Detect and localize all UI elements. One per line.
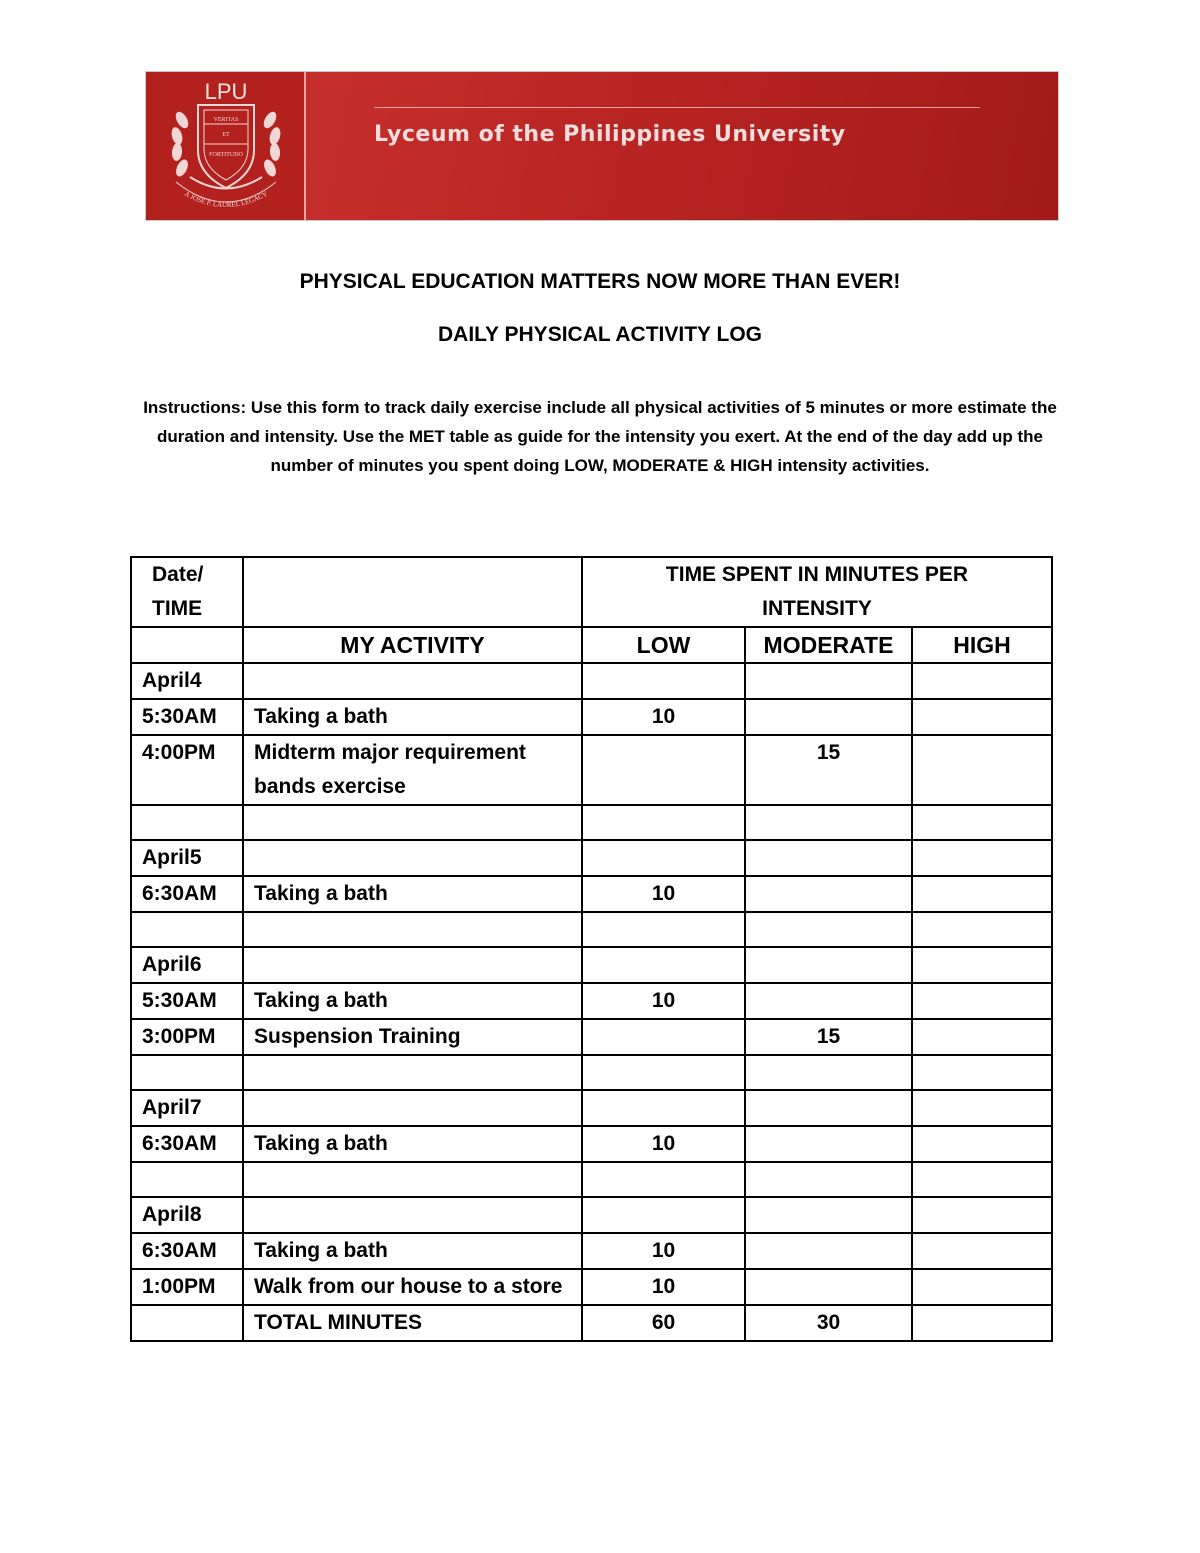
row-date: 1:00PM: [131, 1269, 243, 1305]
row-high: [912, 983, 1052, 1019]
row-date: 4:00PM: [131, 735, 243, 805]
row-moderate: [745, 1055, 912, 1090]
table-row: [131, 805, 1052, 840]
row-high: [912, 1162, 1052, 1197]
total-high: [912, 1305, 1052, 1341]
row-date: 6:30AM: [131, 876, 243, 912]
table-row: [131, 912, 1052, 947]
row-activity: [243, 1162, 582, 1197]
banner-divider: [374, 107, 980, 108]
row-low: 10: [582, 876, 745, 912]
row-high: [912, 1269, 1052, 1305]
row-low: [582, 663, 745, 699]
row-low: [582, 840, 745, 876]
row-moderate: [745, 1269, 912, 1305]
row-low: [582, 1162, 745, 1197]
row-activity: [243, 840, 582, 876]
row-high: [912, 1055, 1052, 1090]
row-low: [582, 1090, 745, 1126]
row-date: [131, 912, 243, 947]
row-date: [131, 1055, 243, 1090]
lpu-logo: [146, 72, 306, 220]
table-row: [131, 1269, 1052, 1305]
row-moderate: [745, 805, 912, 840]
row-activity: [243, 1055, 582, 1090]
header-moderate: MODERATE: [745, 627, 912, 663]
row-moderate: [745, 1126, 912, 1162]
row-low: [582, 912, 745, 947]
row-activity: Taking a bath: [243, 876, 582, 912]
logo-motto-2: ET: [222, 132, 230, 138]
row-high: [912, 1197, 1052, 1233]
row-high: [912, 663, 1052, 699]
table-row: [131, 1126, 1052, 1162]
row-moderate: [745, 699, 912, 735]
row-high: [912, 805, 1052, 840]
header-activity: MY ACTIVITY: [243, 627, 582, 663]
row-date: April4: [131, 663, 243, 699]
table-row: [131, 947, 1052, 983]
row-high: [912, 912, 1052, 947]
row-high: [912, 947, 1052, 983]
table-row: [131, 983, 1052, 1019]
row-activity: [243, 1090, 582, 1126]
row-low: 10: [582, 1233, 745, 1269]
header-high: HIGH: [912, 627, 1052, 663]
table-row: [131, 840, 1052, 876]
main-heading: PHYSICAL EDUCATION MATTERS NOW MORE THAN EVER!: [299, 270, 901, 293]
logo-text: LPU: [204, 79, 248, 104]
row-high: [912, 1126, 1052, 1162]
sub-heading: DAILY PHYSICAL ACTIVITY LOG: [437, 323, 762, 346]
row-high: [912, 735, 1052, 805]
row-low: [582, 1019, 745, 1055]
row-activity: Midterm major requirement bands exercise: [243, 735, 582, 805]
row-moderate: [745, 912, 912, 947]
row-date: April6: [131, 947, 243, 983]
row-low: 10: [582, 699, 745, 735]
log-body: [131, 663, 1052, 1305]
row-moderate: [745, 840, 912, 876]
logo-motto-3: FORTITUDO: [209, 152, 243, 158]
total-low: 60: [582, 1305, 745, 1341]
row-low: 10: [582, 983, 745, 1019]
table-row: [131, 1233, 1052, 1269]
table-row: [131, 1090, 1052, 1126]
row-activity: [243, 1197, 582, 1233]
table-row: [131, 876, 1052, 912]
row-activity: Taking a bath: [243, 699, 582, 735]
header-low: LOW: [582, 627, 745, 663]
table-row: [131, 1197, 1052, 1233]
header-date-time: [131, 557, 243, 627]
header-time-spent: TIME SPENT IN MINUTES PER INTENSITY: [582, 557, 1052, 627]
row-moderate: [745, 1197, 912, 1233]
row-date: [131, 805, 243, 840]
row-high: [912, 840, 1052, 876]
row-low: [582, 1055, 745, 1090]
row-moderate: [745, 1233, 912, 1269]
row-activity: Suspension Training: [243, 1019, 582, 1055]
table-row: [131, 663, 1052, 699]
total-row: [131, 1305, 1052, 1341]
logo-ribbon: A JOSE P. LAUREL LEGACY: [183, 189, 269, 210]
row-high: [912, 1090, 1052, 1126]
university-banner: [145, 71, 1059, 221]
table-row: [131, 699, 1052, 735]
table-row: [131, 735, 1052, 805]
row-moderate: [745, 983, 912, 1019]
row-moderate: [745, 876, 912, 912]
row-date: 3:00PM: [131, 1019, 243, 1055]
header-time-label: TIME: [152, 597, 203, 620]
row-activity: Taking a bath: [243, 1126, 582, 1162]
row-activity: [243, 947, 582, 983]
row-moderate: [745, 1090, 912, 1126]
row-activity: [243, 805, 582, 840]
row-moderate: [745, 663, 912, 699]
row-date: [131, 1162, 243, 1197]
row-high: [912, 699, 1052, 735]
row-low: [582, 947, 745, 983]
row-date: April8: [131, 1197, 243, 1233]
row-low: [582, 735, 745, 805]
total-date: [131, 1305, 243, 1341]
total-moderate: 30: [745, 1305, 912, 1341]
header-date-label: Date/: [152, 563, 204, 586]
row-moderate: [745, 947, 912, 983]
header-blank-cell: [131, 627, 243, 663]
row-high: [912, 876, 1052, 912]
row-activity: [243, 663, 582, 699]
row-moderate: 15: [745, 1019, 912, 1055]
instructions-text: Instructions: Use this form to track daily exercise include all physical activities of 5 minutes or more estimate the duration and intensity. Use the MET table as guide for the intensity you exert. At the end of the day add up the number of minutes you spent doing LOW, MODERATE & HIGH intensity activities.: [143, 398, 1057, 475]
header-row-1: [131, 557, 1052, 627]
row-date: 5:30AM: [131, 983, 243, 1019]
row-date: April5: [131, 840, 243, 876]
row-low: [582, 1197, 745, 1233]
banner-title-area: [306, 72, 1058, 220]
activity-log-table: [130, 556, 1053, 1342]
row-date: 6:30AM: [131, 1233, 243, 1269]
row-date: 5:30AM: [131, 699, 243, 735]
row-moderate: [745, 1162, 912, 1197]
header-empty-cell: [243, 557, 582, 627]
row-date: April7: [131, 1090, 243, 1126]
university-name: Lyceum of the Philippines University: [374, 122, 846, 147]
logo-motto-1: VERITAS: [213, 117, 239, 123]
table-row: [131, 1162, 1052, 1197]
table-row: [131, 1055, 1052, 1090]
row-high: [912, 1019, 1052, 1055]
total-label: TOTAL MINUTES: [243, 1305, 582, 1341]
row-low: [582, 805, 745, 840]
row-activity: Taking a bath: [243, 1233, 582, 1269]
row-high: [912, 1233, 1052, 1269]
row-activity: [243, 912, 582, 947]
row-low: 10: [582, 1126, 745, 1162]
header-row-2: [131, 627, 1052, 663]
row-moderate: 15: [745, 735, 912, 805]
row-low: 10: [582, 1269, 745, 1305]
row-activity: Walk from our house to a store: [243, 1269, 582, 1305]
table-row: [131, 1019, 1052, 1055]
row-date: 6:30AM: [131, 1126, 243, 1162]
row-activity: Taking a bath: [243, 983, 582, 1019]
